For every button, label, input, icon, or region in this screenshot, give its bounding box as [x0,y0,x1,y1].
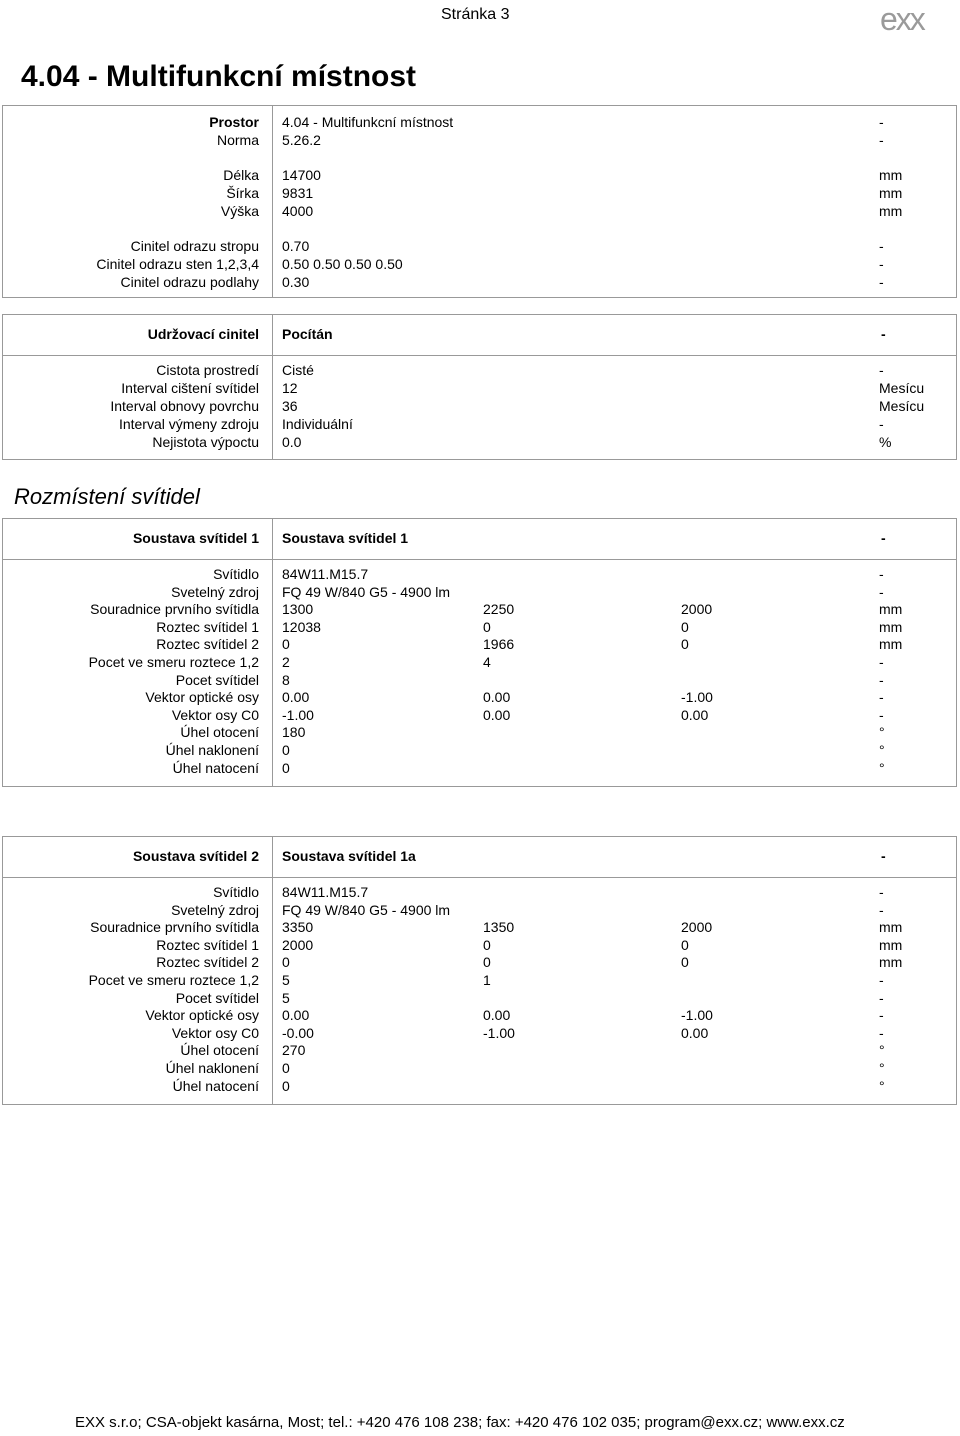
maintenance-header [3,325,956,343]
row-value: 0.30 [282,274,310,290]
row-value-1: 84W11.M15.7 [282,884,369,900]
row-value-2: 0.00 [483,689,511,706]
row-unit: mm [879,919,903,936]
row-value-1: 0 [282,742,290,758]
row-unit: - [879,114,884,130]
row-unit: - [879,884,884,900]
row-unit: - [879,989,884,1006]
system-row [3,653,956,671]
row-unit: mm [879,185,903,201]
system-row [3,706,956,724]
row-label: Vektor optické osy [145,1007,259,1024]
row-value-3: 2000 [681,601,713,618]
row-value: 0.0 [282,434,302,450]
row-unit: mm [879,936,903,953]
row-label: Vektor osy C0 [171,1024,259,1041]
row-unit: - [879,689,884,706]
system-row [3,936,956,954]
row-unit: - [879,1024,884,1041]
row-label: Cinitel odrazu sten 1,2,3,4 [96,256,259,272]
row-value-1: 1300 [282,601,314,618]
row-value-2: 0 [483,954,491,971]
row-unit: - [879,1007,884,1024]
row-label: Cinitel odrazu podlahy [120,274,259,290]
row-value-2: 0.00 [483,1007,511,1024]
row-label: Výška [220,203,259,219]
system-row [3,1077,956,1095]
system-row [3,618,956,636]
row-label: Úhel naklonení [165,1060,259,1076]
system-row [3,971,956,989]
row-value-2: 1350 [483,919,515,936]
system-header-value: Soustava svítidel 1 [282,530,409,546]
system-2-table [2,836,957,1105]
system-header-unit: - [881,848,886,864]
row-value: 12 [282,380,298,396]
row-unit: - [879,583,884,600]
system-row [3,1041,956,1059]
header-unit: - [881,326,886,342]
row-label: Vektor optické osy [145,689,259,706]
row-value-3: 0 [681,936,689,953]
row-label: Svítidlo [213,884,259,900]
row-value-2: -1.00 [483,1024,515,1041]
maintenance-row [3,433,956,451]
row-unit: ° [879,1077,885,1094]
row-value-2: 0 [483,618,491,635]
system-row [3,583,956,601]
row-value-1: 0.00 [282,689,310,706]
row-label: Interval obnovy povrchu [110,398,259,414]
room-row [3,131,956,149]
row-label: Interval výmeny zdroju [118,416,259,432]
row-unit: ° [879,1060,885,1076]
room-row [3,166,956,184]
maintenance-row [3,361,956,379]
system-row [3,741,956,759]
row-value-3: -1.00 [681,1007,713,1024]
system-header-value: Soustava svítidel 1a [282,848,416,864]
row-unit: mm [879,636,903,653]
room-row [3,255,956,273]
system-row [3,1059,956,1077]
row-label: Úhel naklonení [165,742,259,758]
row-label: Pocet svítidel [175,671,259,688]
row-value-1: FQ 49 W/840 G5 - 4900 lm [282,901,451,918]
row-value-1: 2 [282,654,290,670]
maintenance-table [2,314,957,460]
row-value-1: 3350 [282,919,314,936]
row-value: 14700 [282,167,321,183]
room-row [3,113,956,131]
room-row [3,273,956,291]
row-label: Roztec svítidel 2 [156,954,259,971]
exx-logo [878,2,958,38]
row-value: 0.70 [282,238,310,254]
footer-contact: EXX s.r.o; CSA-objekt kasárna, Most; tel.: +420 476 108 238; fax: +420 476 102 035; program@exx.cz; www.exx.cz [75,1414,845,1431]
maintenance-row [3,397,956,415]
row-value-2: 0.00 [483,706,511,723]
row-unit: - [879,362,884,378]
row-label: Úhel natocení [172,1077,259,1094]
row-label: Svetelný zdroj [171,901,259,918]
row-unit: mm [879,954,903,971]
room-table [2,105,957,298]
row-label: Prostor [209,114,259,130]
row-label: Úhel otocení [180,1042,259,1059]
row-label: Vektor osy C0 [171,706,259,723]
row-unit: - [879,566,884,582]
row-label: Cistota prostredí [156,362,259,378]
row-value-3: 0 [681,618,689,635]
system-header [3,529,956,547]
row-value-1: 5 [282,972,290,988]
row-value-1: 5 [282,989,290,1006]
system-header-label: Soustava svítidel 1 [132,530,259,546]
row-label: Délka [223,167,259,183]
row-label: Nejistota výpoctu [152,434,259,450]
row-label: Cinitel odrazu stropu [130,238,259,254]
row-label: Svetelný zdroj [171,583,259,600]
row-value-1: 2000 [282,936,314,953]
row-value-1: 8 [282,671,290,688]
row-unit: mm [879,618,903,635]
row-value-3: 0.00 [681,1024,709,1041]
row-unit: mm [879,167,903,183]
row-value: 36 [282,398,298,414]
system-row [3,1006,956,1024]
system-row [3,600,956,618]
row-label: Roztec svítidel 2 [156,636,259,653]
row-value-3: 0 [681,636,689,653]
system-row [3,759,956,777]
system-row [3,635,956,653]
page-number: Stránka 3 [441,6,510,23]
row-label: Šírka [226,185,259,201]
row-value-2: 1 [483,972,491,988]
row-unit: ° [879,742,885,758]
row-unit: ° [879,724,885,741]
row-label: Norma [216,132,259,148]
row-unit: Mesícu [879,380,925,396]
svg-text:exx: exx [880,2,924,37]
row-value-1: 0 [282,636,290,653]
system-row [3,723,956,741]
system-row [3,883,956,901]
row-label: Pocet svítidel [175,989,259,1006]
system-row [3,901,956,919]
system-row [3,989,956,1007]
system-row [3,1024,956,1042]
row-value-1: 270 [282,1042,306,1059]
row-unit: - [879,132,884,148]
row-unit: - [879,274,884,290]
row-unit: ° [879,759,885,776]
row-unit: - [879,238,884,254]
row-value: 9831 [282,185,314,201]
row-unit: mm [879,601,903,618]
row-value-3: 0.00 [681,706,709,723]
row-value: Cisté [282,362,314,378]
row-unit: - [879,706,884,723]
row-value: 4000 [282,203,314,219]
system-row [3,953,956,971]
row-value-3: -1.00 [681,689,713,706]
row-label: Souradnice prvního svítidla [90,601,259,618]
row-value-3: 2000 [681,919,713,936]
room-row [3,184,956,202]
row-value-1: 0 [282,954,290,971]
header-label: Udržovací cinitel [147,326,259,342]
row-label: Interval cištení svítidel [121,380,259,396]
row-value-3: 0 [681,954,689,971]
system-row [3,565,956,583]
system-row [3,688,956,706]
system-header [3,847,956,865]
system-header-unit: - [881,530,886,546]
row-unit: - [879,256,884,272]
row-label: Pocet ve smeru roztece 1,2 [88,972,259,988]
system-row [3,671,956,689]
row-value-1: 0 [282,1077,290,1094]
row-label: Úhel otocení [180,724,259,741]
row-value-1: FQ 49 W/840 G5 - 4900 lm [282,583,451,600]
row-value-1: 0.00 [282,1007,310,1024]
row-value-2: 1966 [483,636,515,653]
row-label: Souradnice prvního svítidla [90,919,259,936]
row-unit: - [879,416,884,432]
row-unit: - [879,654,884,670]
row-label: Roztec svítidel 1 [156,936,259,953]
row-value-2: 4 [483,654,491,670]
row-value: 0.50 0.50 0.50 0.50 [282,256,403,272]
row-value-2: 2250 [483,601,515,618]
row-value-1: -0.00 [282,1024,314,1041]
row-value-2: 0 [483,936,491,953]
row-unit: - [879,972,884,988]
row-unit: ° [879,1042,885,1059]
row-unit: - [879,671,884,688]
system-1-table [2,518,957,787]
row-value-1: 180 [282,724,306,741]
row-label: Pocet ve smeru roztece 1,2 [88,654,259,670]
header-value: Pocítán [282,326,333,342]
maintenance-row [3,379,956,397]
maintenance-row [3,415,956,433]
row-value-1: 12038 [282,618,321,635]
room-row [3,237,956,255]
system-row [3,918,956,936]
row-value: Individuální [282,416,353,432]
row-value: 4.04 - Multifunkcní místnost [282,114,454,130]
row-value-1: 0 [282,759,290,776]
row-label: Roztec svítidel 1 [156,618,259,635]
room-row [3,202,956,220]
row-value: 5.26.2 [282,132,321,148]
row-value-1: 0 [282,1060,290,1076]
section-title: Rozmístení svítidel [14,484,200,509]
row-label: Svítidlo [213,566,259,582]
row-unit: Mesícu [879,398,925,414]
page-title: 4.04 - Multifunkcní místnost [21,60,417,93]
row-value-1: 84W11.M15.7 [282,566,369,582]
row-label: Úhel natocení [172,759,259,776]
row-value-1: -1.00 [282,706,314,723]
system-header-label: Soustava svítidel 2 [132,848,259,864]
row-unit: - [879,901,884,918]
row-unit: % [879,434,892,450]
row-unit: mm [879,203,903,219]
